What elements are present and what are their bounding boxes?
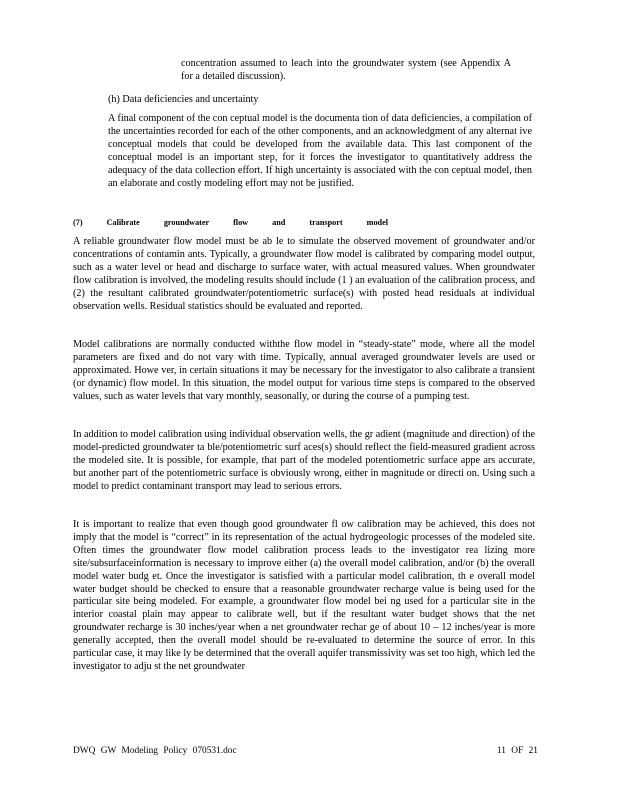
intro-continuation-text: concentration assumed to leach into the groundwater system (see Appendix A for a detailed discussion). — [181, 58, 511, 82]
section-7-paragraph-3: In addition to model calibration using individual observation wells, the gr adient (magnitude and direction) of the model-predicted groundwater ta ble/potentiometric surf aces(s) should reflect the field-measured gradient across the modeled site. It is possible, for example, that part of the modeled potentiometric surface appe ars accurate, but another part of the potentiometric surface is obviously wrong, either in magnitude or directi on. Using such a model to predict contaminant transport may lead to serious errors. — [73, 429, 536, 492]
section-7-paragraph-1: A reliable groundwater flow model must be ab le to simulate the observed movement of groundwater and/or concentrations of contamin ants. Typically, a groundwater flow model is calibrated by comparing model output, such as a water level or head and discharge to surface water, with actual measured values. When groundwater flow calibration is involved, the modeling results should include (1 ) an evaluation of the calibration process, and (2) the resultant calibrated groundwater/potentiometric surface(s) with posted head residuals at individual observation wells. Residual statistics should be evaluated and reported. — [73, 236, 535, 312]
section-7-paragraph-4: It is important to realize that even though good groundwater fl ow calibration may be achieved, this does not imply that the model is “correct” in its representation of the actual hydrogeologic processes of the modeled site. Often times the groundwater flow model calibration process leads to the investigator rea lizing more site/subsurfaceinformation is necessary to improve either (a) the overall model calibration, and/or (b) the overall model water budg et. Once the investigator is satisfied with a particular model calibration, th e overall model water budget should be checked to ensure that a reasonable groundwater recharge value is being used for the particular site being modeled. For example, a groundwater flow model bei ng used for a particular site in the interior coastal plain may appear to calibrate well, but if the resultant water budget shows that the net groundwater recharge is 30 inches/year when a net groundwater rechar ge of about 10 – 12 inches/year is more generally accepted, then the overall model should be re-evaluated to determine the source of error. In this particular case, it may like ly be determined that the overall aquifer transmissivity was set too high, which led the investigator to adju st the net groundwater — [73, 519, 535, 672]
section-7-paragraph-2: Model calibrations are normally conducted withthe flow model in “steady-state” mode, where all the model parameters are fixed and do not vary with time. Typically, annual averaged groundwater levels are used or approximated. Howe ver, in certain situations it may be necessary for the investigator to also calibrate a transient (or dynamic) flow model. In this situation, the model output for various time steps is compared to the observed values, such as water levels that vary monthly, seasonally, or during the course of a pumping test. — [73, 339, 535, 402]
subsection-h-heading: (h) Data deficiencies and uncertainty — [108, 94, 259, 105]
footer-page-number: 11 OF 21 — [496, 746, 538, 756]
subsection-h-body: A final component of the con ceptual model is the documenta tion of data deficiencies, a compilation of the uncertainties recorded for each of the other components, and an acknowledgment of any alternat ive conceptual models that could be developed from the available data. This last component of the conceptual model is an important step, for it forces the investigator to quantitatively address the adequacy of the data collection effort. If high uncertainty is associated with the con ceptual model, then an elaborate and costly modeling effort may not be justified. — [108, 113, 532, 189]
footer-document-name: DWQ GW Modeling Policy 070531.doc — [73, 746, 237, 756]
section-7-heading: (7) Calibrate groundwater flow and transport model — [73, 218, 388, 227]
